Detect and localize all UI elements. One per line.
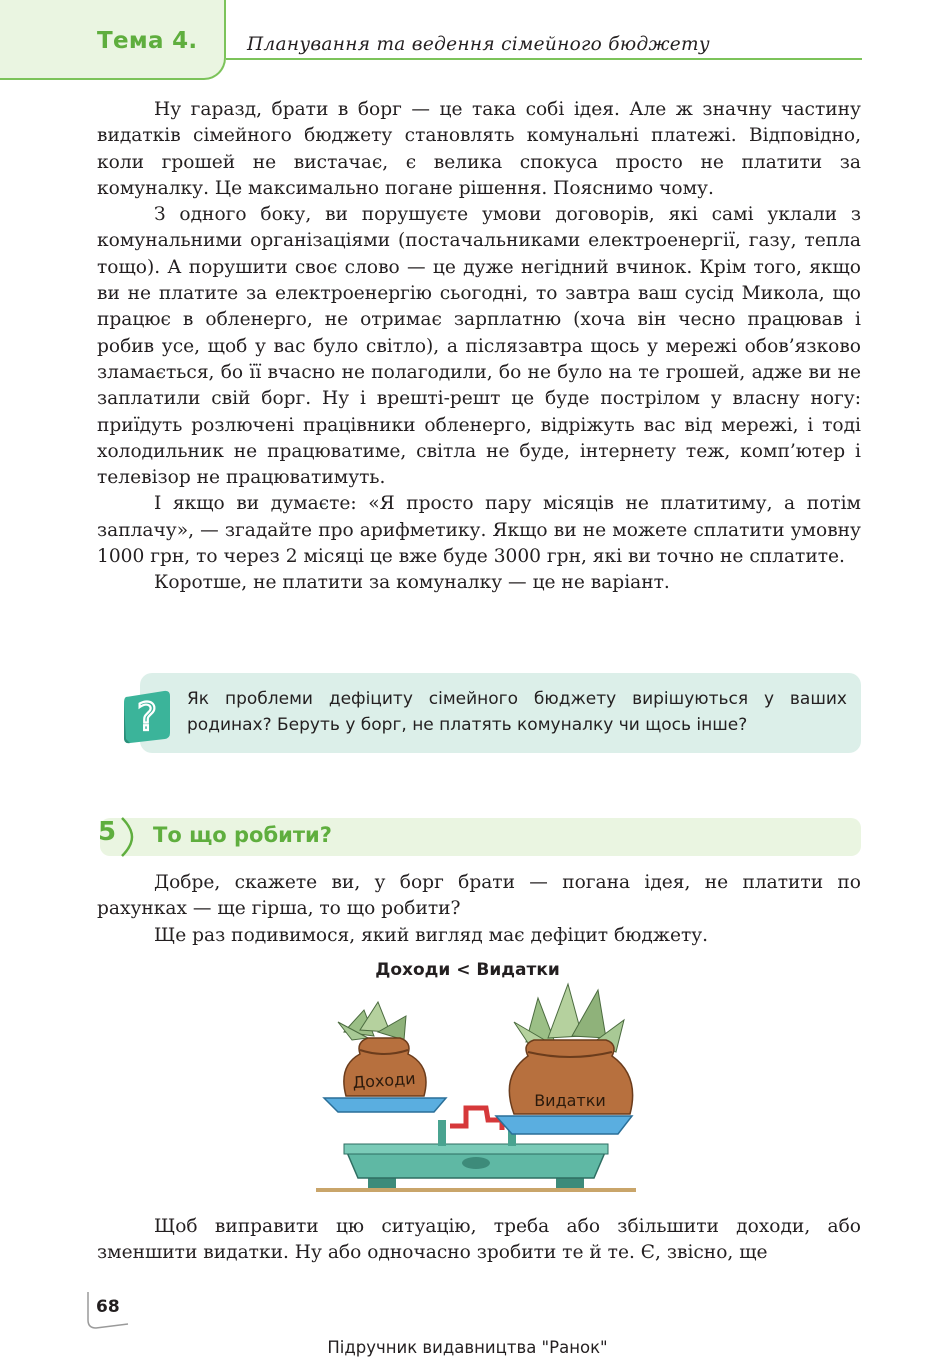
question-mark-icon <box>120 687 174 745</box>
right-bag-label: Видатки <box>534 1091 606 1110</box>
paragraph: Щоб виправити цю ситуацію, треба або збільшити доходи, або зменшити видатки. Ну або одночасно зробити те й те. Є, звісно, ще <box>97 1216 861 1264</box>
paragraph: Ну гаразд, брати в борг — це така собі ідея. Але ж значну частину видатків сімейного бюджету становлять комунальні платежі. Відповідно, коли грошей не вистачає, є велика спокуса просто не платити за комуналку. Це максимально погане рішення. Пояснимо чому. <box>97 99 861 199</box>
svg-text:?: ? <box>136 695 158 739</box>
money-bills-left-icon <box>338 1002 406 1040</box>
paragraph: З одного боку, ви порушуєте умови договорів, які самі уклали з комунальними організаціями (постачальниками електроенергії, газу, тепла тощо). А порушити своє слово — це дуже негідний вчинок. Крім того, якщо ви не платите за електроенергію сьогодні, то завтра ваш сусід Микола, що працює в обленерго, не отримає зарплатню (хоча він чесно працював і робив усе, щоб у вас було світло), а післязавтра щось у мережі обов’язково зламається, бо її вчасно не полагодили, бо не було на те грошей, адже ви не заплатили свій борг. Ну і врешті-решт це буде пострілом у власну ногу: приїдуть розлючені працівники обленерго, відріжуть вас від мережі, і тоді холодильник не працюватиме, світла не буде, інтернету теж, комп’ютер і телевізор не працюватимуть. <box>97 204 861 489</box>
question-text: Як проблеми дефіциту сімейного бюджету вирішуються у ваших родинах? Беруть у борг, не платять комуналку чи щось інше? <box>187 689 847 735</box>
deficit-formula: Доходи < Видатки <box>375 960 560 980</box>
paragraph: Коротше, не платити за комуналку — це не варіант. <box>154 572 670 594</box>
body-text-top <box>97 97 861 597</box>
scale-illustration <box>316 980 638 1198</box>
section-bracket-decoration <box>118 816 138 858</box>
chapter-title: Планування та ведення сімейного бюджету <box>247 34 710 55</box>
left-bag-label: Доходи <box>351 1068 417 1093</box>
section-title: То що робити? <box>153 823 332 847</box>
page-header <box>0 0 935 90</box>
publisher-footer: Підручник видавництва "Ранок" <box>327 1338 608 1357</box>
body-text-bottom <box>97 1214 861 1267</box>
header-rule <box>226 58 862 60</box>
topic-label: Тема 4. <box>97 28 198 54</box>
paragraph: Ще раз подивимося, який вигляд має дефіцит бюджету. <box>154 924 709 946</box>
page-number: 68 <box>96 1297 120 1317</box>
section-number: 5 <box>98 817 117 847</box>
body-text-middle <box>97 870 861 949</box>
paragraph: Добре, скажете ви, у борг брати — погана ідея, не платити по рахунках — ще гірша, то що робити? <box>97 872 861 920</box>
paragraph: І якщо ви думаєте: «Я просто пару місяців не платитиму, а потім заплачу», — згадайте про арифметику. Якщо ви не можете сплатити умовну 1000 грн, то через 2 місяці це вже буде 3000 грн, які ви точно не сплатите. <box>97 493 861 568</box>
